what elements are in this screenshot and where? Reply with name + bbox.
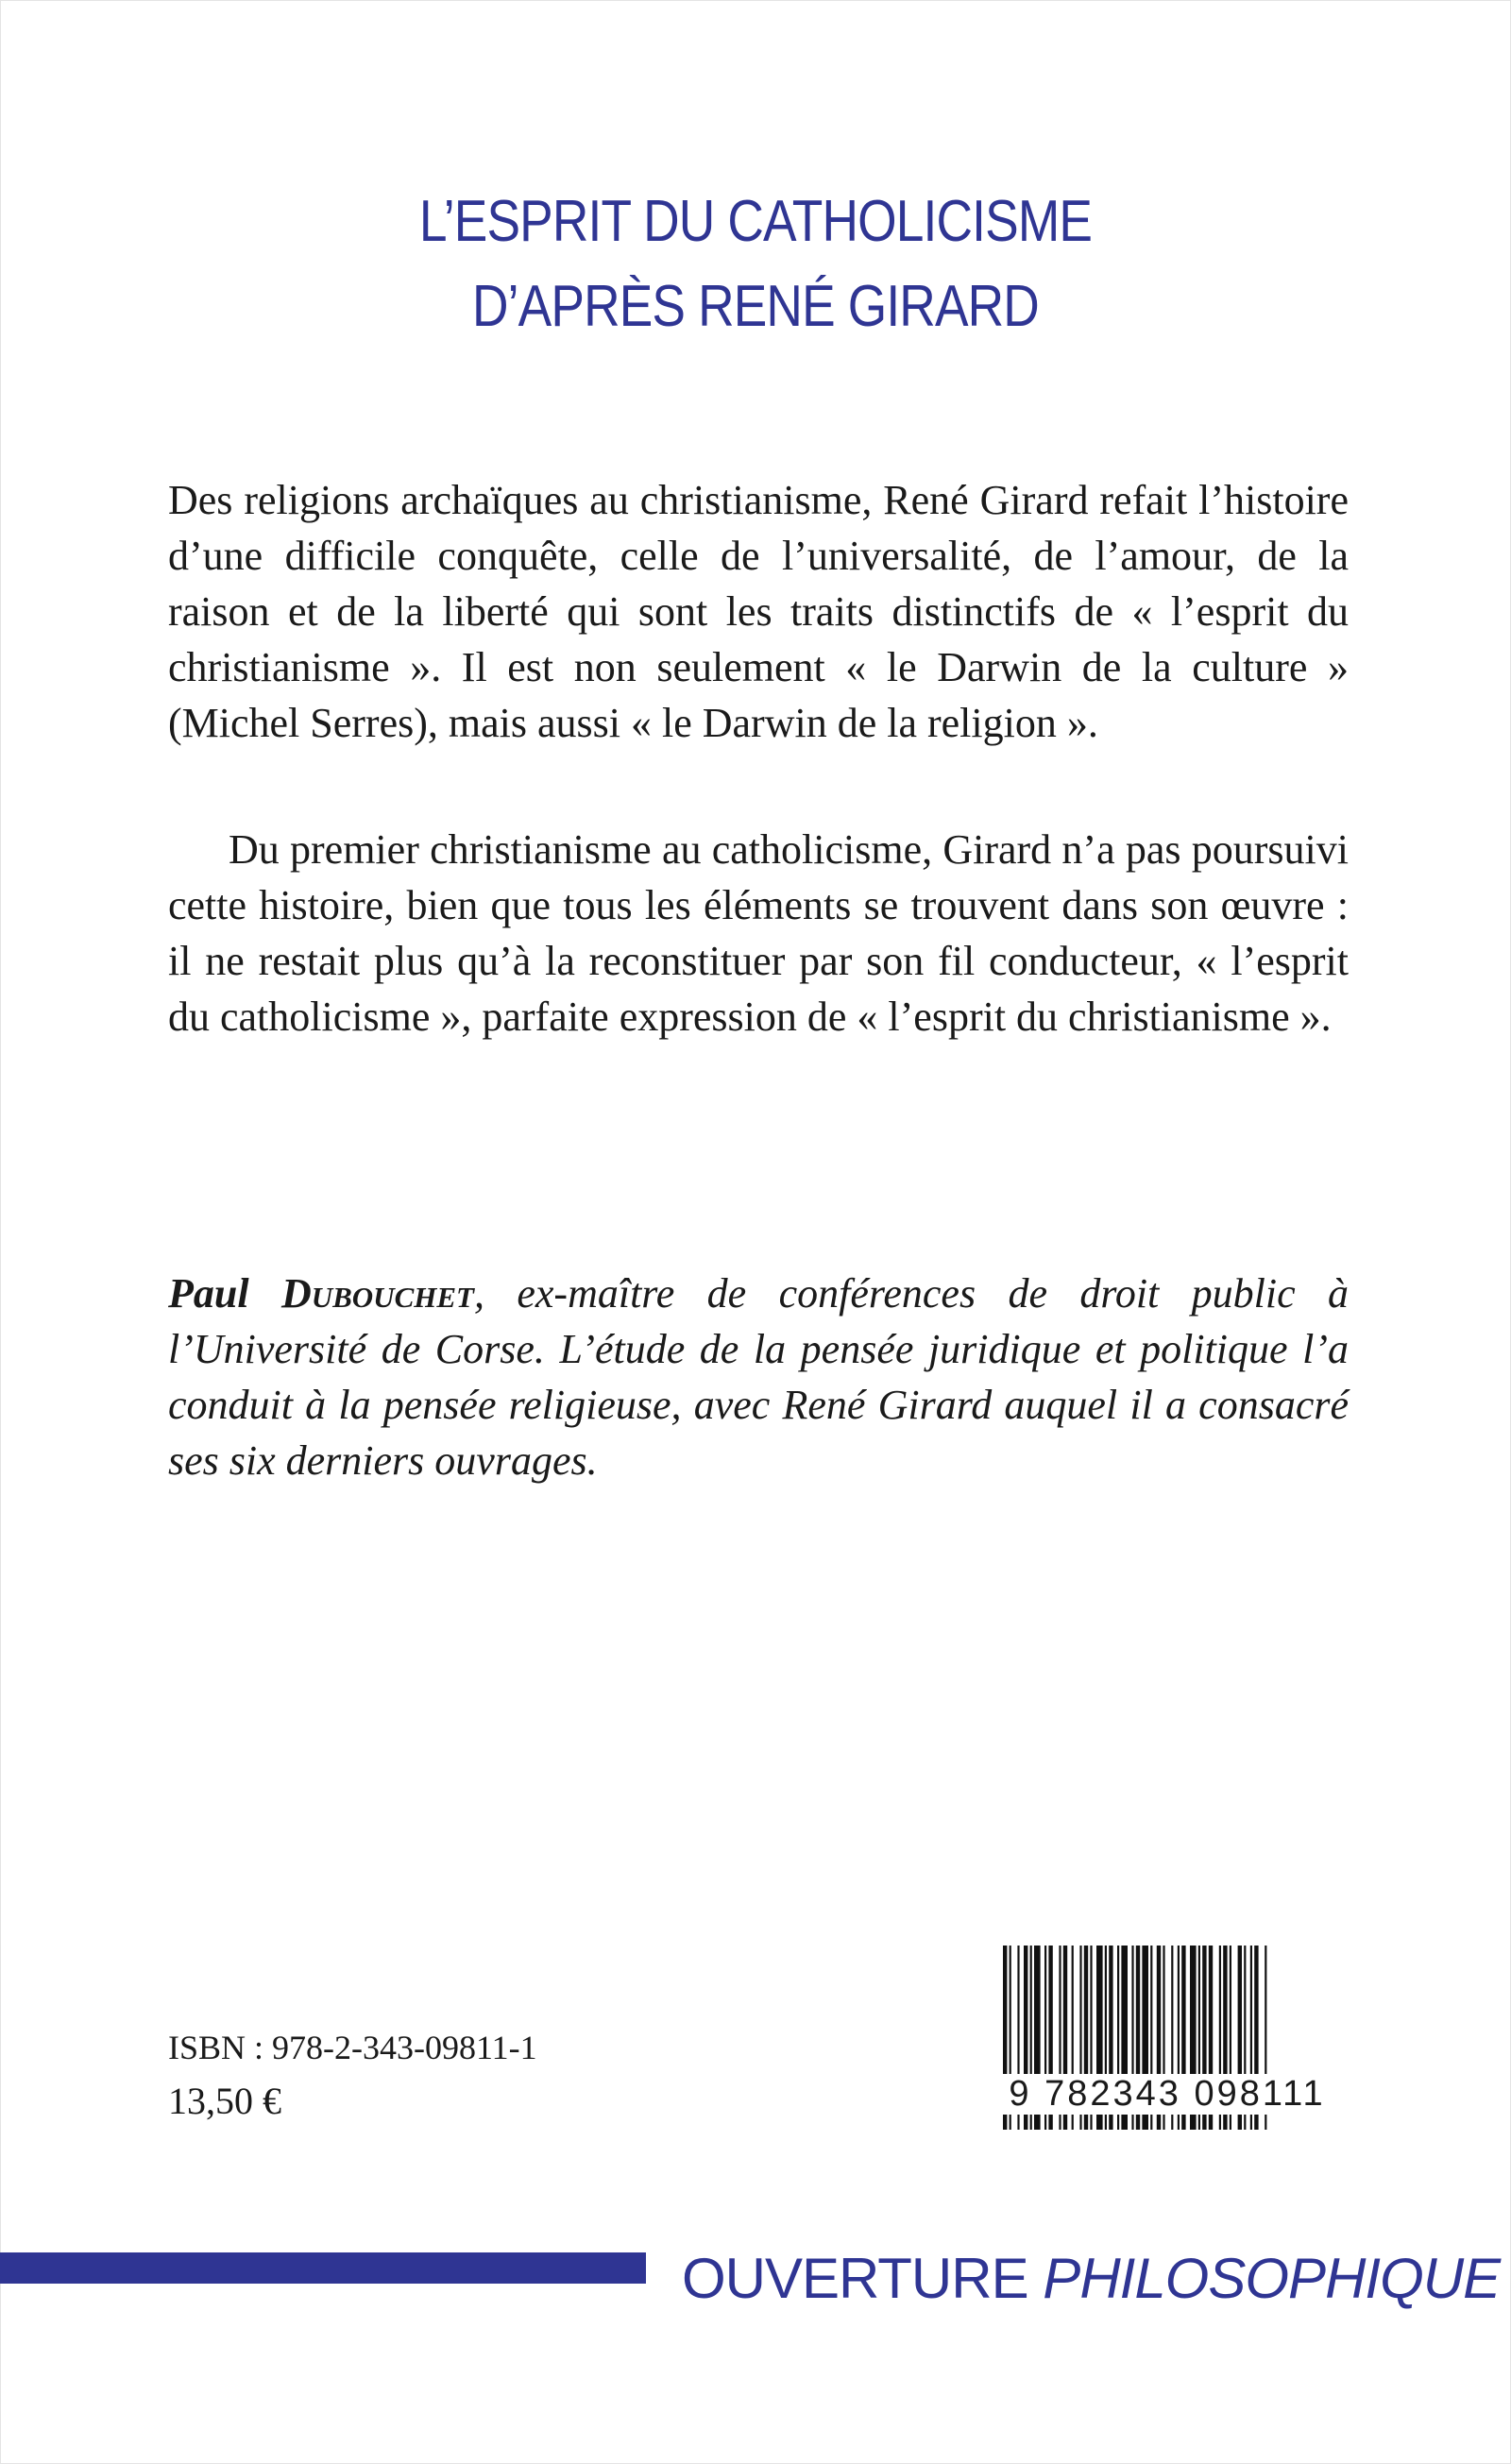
- author-last-name: Dubouchet: [280, 1270, 474, 1317]
- author-bio-text: , ex-maître de conférences de droit public à l’Université de Corse. L’étude de la pensée juridique et politique l’a conduit à la pensée religieuse, avec René Girard auquel il a consacré ses six derniers ouvrages.: [168, 1270, 1349, 1484]
- author-first-name: Paul: [168, 1270, 249, 1317]
- summary-paragraph-2: Du premier christianisme au catholicisme, Girard n’a pas poursuivi cette histoire, bien que tous les éléments se trouvent dans son œuvre : il ne restait plus qu’à la reconstituer par son fil conducteur, « l’esprit du catholicisme », parfaite expression de « l’esprit du christianisme ».: [168, 826, 1349, 1040]
- summary-paragraph-1: Des religions archaïques au christianisme, René Girard refait l’histoire d’une difficile conquête, celle de l’universalité, de l’amour, de la raison et de la liberté qui sont les traits distinctifs de « l’esprit du christianisme ». Il est non seulement « le Darwin de la culture » (Michel Serres), mais aussi « le Darwin de la religion ».: [168, 477, 1349, 746]
- collection-band: [0, 2252, 646, 2284]
- author-bio: [168, 1266, 1349, 1488]
- title-line-1: L’ESPRIT DU CATHOLICISME: [418, 189, 1093, 254]
- book-title: [0, 179, 1511, 349]
- price: 13,50 €: [168, 2080, 281, 2122]
- barcode-digits: 9 782343 098111: [990, 2074, 1345, 2115]
- collection-name: OUVERTURE PHILOSOPHIQUE: [682, 2247, 1501, 2310]
- isbn: ISBN : 978-2-343-09811-1: [168, 2029, 537, 2066]
- title-line-2: D’APRÈS RENÉ GIRARD: [472, 274, 1039, 339]
